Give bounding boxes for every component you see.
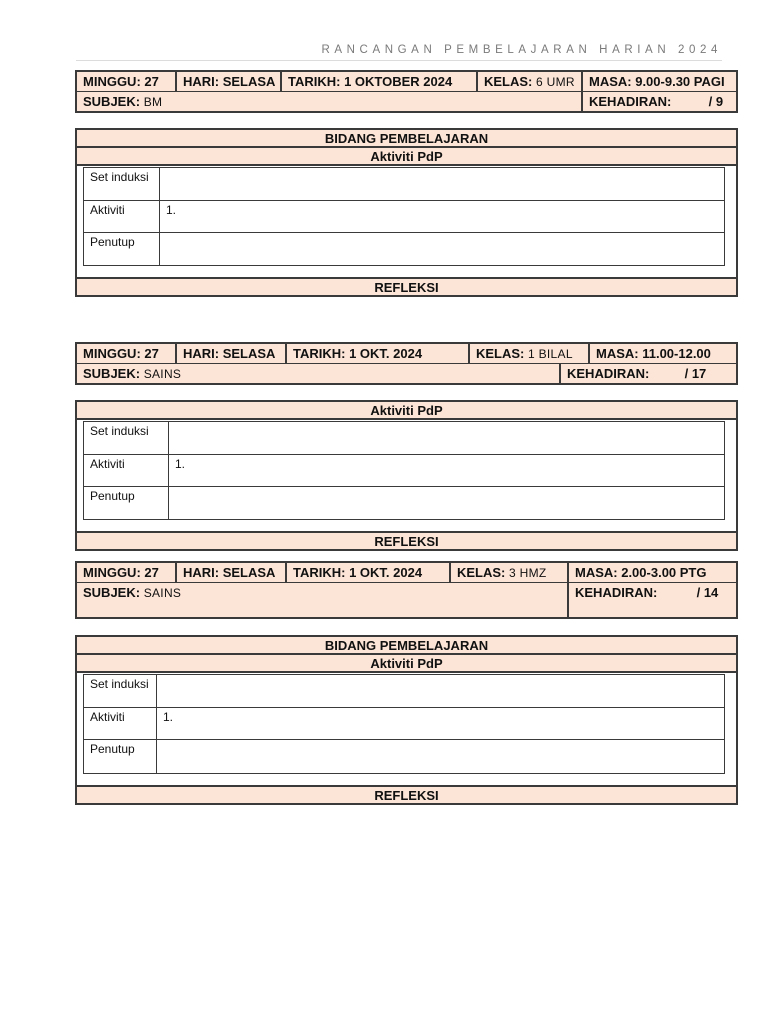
tarikh-cell: TARIKH: 1 OKTOBER 2024: [280, 72, 476, 91]
bidang-heading: BIDANG PEMBELAJARAN: [77, 637, 736, 655]
lesson-1-pdp: [75, 128, 738, 297]
aktiviti-pdp-heading: Aktiviti PdP: [77, 402, 736, 420]
lesson-2-pdp: [75, 400, 738, 551]
kehadiran-label: KEHADIRAN:: [589, 94, 672, 109]
refleksi-heading: REFLEKSI: [77, 785, 736, 803]
refleksi-heading: REFLEKSI: [77, 531, 736, 549]
kehadiran-label: KEHADIRAN:: [567, 366, 650, 381]
minggu-cell: MINGGU: 27: [83, 74, 159, 89]
subjek-label: SUBJEK:: [83, 94, 141, 109]
pdp-table: [83, 167, 725, 266]
row-label: Set induksi: [84, 168, 160, 201]
minggu-cell: MINGGU: 27: [83, 565, 159, 580]
row-label: Aktiviti: [84, 201, 160, 233]
kehadiran-label: KEHADIRAN:: [575, 585, 658, 600]
kelas-value: 3 HMZ: [509, 566, 547, 580]
masa-cell: MASA: 9.00-9.30 PAGI: [581, 72, 736, 91]
row-label: Penutup: [84, 233, 160, 266]
row-label: Set induksi: [84, 422, 169, 455]
row-label: Penutup: [84, 487, 169, 520]
pdp-table: [83, 421, 725, 520]
kelas-value: 6 UMR: [536, 75, 575, 89]
kelas-label: KELAS:: [476, 346, 525, 361]
kehadiran-value: / 17: [684, 366, 707, 381]
lesson-1-info: [75, 70, 738, 113]
row-label: Set induksi: [84, 675, 157, 708]
kelas-label: KELAS:: [457, 565, 506, 580]
masa-cell: MASA: 11.00-12.00: [588, 344, 736, 363]
subjek-cell: [77, 583, 567, 617]
tarikh-cell: TARIKH: 1 OKT. 2024: [285, 563, 449, 582]
row-label: Penutup: [84, 740, 157, 774]
row-content[interactable]: [157, 740, 725, 774]
document-header: RANCANGAN PEMBELAJARAN HARIAN 2024: [76, 44, 722, 61]
lesson-1-info-row-1: [77, 72, 736, 91]
table-row: [84, 168, 725, 201]
tarikh-cell: TARIKH: 1 OKT. 2024: [285, 344, 468, 363]
table-row: [84, 455, 725, 487]
row-content[interactable]: [169, 487, 725, 520]
lesson-3-pdp: [75, 635, 738, 805]
lesson-3-info-row-1: [77, 563, 736, 582]
subjek-label: SUBJEK:: [83, 366, 141, 381]
bidang-heading: BIDANG PEMBELAJARAN: [77, 130, 736, 148]
masa-cell: MASA: 2.00-3.00 PTG: [567, 563, 736, 582]
lesson-2-info: [75, 342, 738, 385]
table-row: [84, 740, 725, 774]
row-content[interactable]: 1.: [160, 201, 725, 233]
hari-cell: HARI: SELASA: [175, 344, 285, 363]
subjek-value: BM: [143, 95, 163, 109]
row-content[interactable]: [160, 168, 725, 201]
pdp-table-area: [77, 166, 736, 277]
aktiviti-pdp-heading: Aktiviti PdP: [77, 655, 736, 673]
subjek-label: SUBJEK:: [83, 585, 141, 600]
hari-cell: HARI: SELASA: [175, 563, 285, 582]
table-row: [84, 201, 725, 233]
kelas-label: KELAS:: [484, 74, 533, 89]
row-content[interactable]: 1.: [157, 708, 725, 740]
kehadiran-cell: [559, 364, 736, 383]
row-content[interactable]: [169, 422, 725, 455]
kehadiran-value: / 9: [708, 94, 724, 109]
kehadiran-value: / 14: [696, 585, 719, 600]
table-row: [84, 487, 725, 520]
aktiviti-pdp-heading: Aktiviti PdP: [77, 148, 736, 166]
kelas-value: 1 BILAL: [528, 347, 573, 361]
lesson-1-info-row-2: [77, 91, 736, 111]
row-content[interactable]: [157, 675, 725, 708]
pdp-table: [83, 674, 725, 774]
lesson-3-info-row-2: [77, 582, 736, 617]
table-row: [84, 422, 725, 455]
hari-cell: HARI: SELASA: [175, 72, 280, 91]
row-label: Aktiviti: [84, 455, 169, 487]
kehadiran-cell: [567, 583, 736, 617]
subjek-value: SAINS: [143, 586, 182, 600]
table-row: [84, 233, 725, 266]
lesson-2-info-row-1: [77, 344, 736, 363]
kelas-cell: [476, 72, 581, 91]
table-row: [84, 708, 725, 740]
subjek-cell: [77, 364, 559, 383]
lesson-3-info: [75, 561, 738, 619]
row-content[interactable]: [160, 233, 725, 266]
pdp-table-area: [77, 420, 736, 531]
subjek-value: SAINS: [143, 367, 182, 381]
refleksi-heading: REFLEKSI: [77, 277, 736, 295]
lesson-2-info-row-2: [77, 363, 736, 383]
subjek-cell: [77, 92, 581, 111]
row-label: Aktiviti: [84, 708, 157, 740]
row-content[interactable]: 1.: [169, 455, 725, 487]
kelas-cell: [449, 563, 567, 582]
kehadiran-cell: [581, 92, 736, 111]
pdp-table-area: [77, 673, 736, 785]
table-row: [84, 675, 725, 708]
kelas-cell: [468, 344, 588, 363]
minggu-cell: MINGGU: 27: [83, 346, 159, 361]
